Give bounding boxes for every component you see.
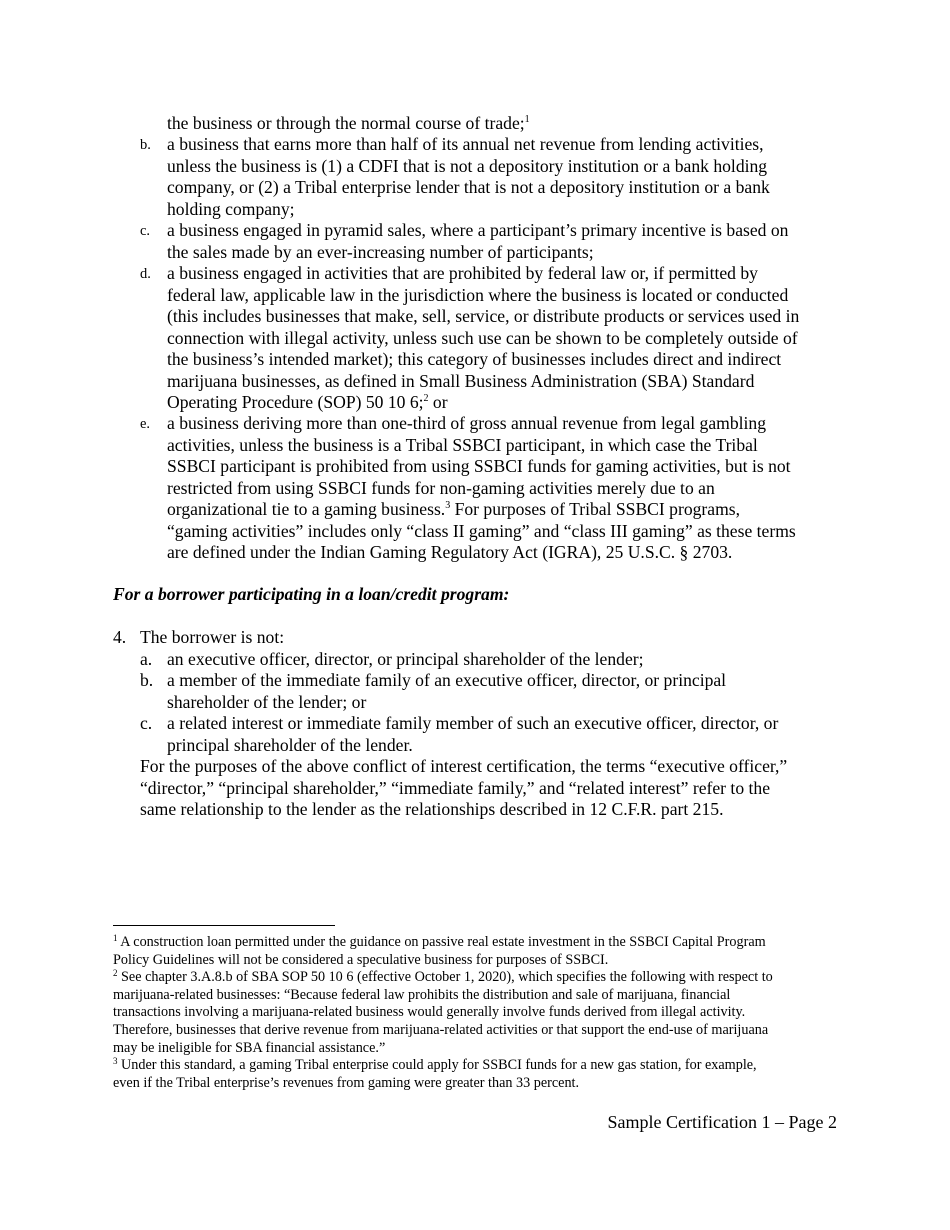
footnote-ref-2[interactable]: 2 <box>423 393 429 404</box>
footnote-ref-3[interactable]: 3 <box>445 500 451 511</box>
item-4c-label: c. <box>140 713 153 733</box>
item-e-text: “gaming activities” includes only “class II gaming” and “class III gaming” as these terms <box>167 520 796 541</box>
item-4-closing: “director,” “principal shareholder,” “immediate family,” and “related interest” refer to the <box>140 777 771 798</box>
item-4b-text: a member of the immediate family of an executive officer, director, or principal <box>167 670 727 690</box>
item-d-label: d. <box>140 266 151 282</box>
item-b-text: holding company; <box>167 198 295 219</box>
footnote-1: $^1$ A construction loan permitted under the guidance on passive real estate investment in the SSBCI Capital Program <box>113 933 766 950</box>
footnote-3-line: even if the Tribal enterprise’s revenues from gaming were greater than 33 percent. <box>113 1074 580 1091</box>
item-d-text: connection with illegal activity, unless such use can be shown to be completely outside of <box>167 327 798 348</box>
footnote-2: $^2$ See chapter 3.A.8.b of SBA SOP 50 10 6 (effective October 1, 2020), which specifies the following with respect to <box>113 968 773 986</box>
item-d-text: marijuana businesses, as defined in Small Business Administration (SBA) Standard <box>167 370 755 391</box>
item-e-text: activities, unless the business is a Tribal SSBCI participant, in which case the Tribal <box>167 434 758 455</box>
item-d-text: Operating Procedure (SOP) 50 10 6;$^2$ or <box>167 392 448 412</box>
footnote-1-line: Policy Guidelines will not be considered a speculative business for purposes of SSBCI. <box>113 951 609 968</box>
item-b-text: company, or (2) a Tribal enterprise lender that is not a depository institution or a bank <box>167 177 770 197</box>
footnote-2-line: marijuana-related businesses: “Because federal law prohibits the distribution and sale of marijuana, financial <box>113 986 731 1003</box>
footnote-2-line: Therefore, businesses that derive revenue from marijuana-related activities or that support the end-use of marijuana <box>113 1022 769 1038</box>
item-d-text: federal law, applicable law in the jurisdiction where the business is located or conducted <box>167 284 789 305</box>
item-e-text: organizational tie to a gaming business.$^3$ For purposes of Tribal SSBCI programs, <box>167 499 741 519</box>
item-e-text: a business deriving more than one-third of gross annual revenue from legal gambling <box>167 413 767 433</box>
page-footer: Sample Certification 1 – Page 2 <box>607 1112 837 1132</box>
footnote-separator <box>113 925 335 926</box>
footnote-2-line: may be ineligible for SBA financial assistance.” <box>113 1039 386 1056</box>
item-e-text: SSBCI participant is prohibited from using SSBCI funds for gaming activities, but is not <box>167 456 791 476</box>
item-b-label: b. <box>140 137 151 153</box>
item-c-text: the sales made by an ever-increasing number of participants; <box>167 241 594 262</box>
footnote-2-line: transactions involving a marijuana-related business would generally involve funds derived from illegal activity. <box>113 1004 746 1021</box>
footnote-ref-1[interactable]: 1 <box>524 114 530 125</box>
footnote-3: $^3$ Under this standard, a gaming Tribal enterprise could apply for SSBCI funds for a new gas station, for example, <box>113 1056 757 1074</box>
item-d-text: (this includes businesses that make, sell, service, or distribute products or services used in <box>167 306 800 326</box>
item-e-text: are defined under the Indian Gaming Regulatory Act (IGRA), 25 U.S.C. § 2703. <box>167 542 733 562</box>
item-a-continuation: the business or through the normal course of trade;$^1$ <box>167 113 530 133</box>
item-c-text: a business engaged in pyramid sales, where a participant’s primary incentive is based on <box>167 220 789 240</box>
item-4b-label: b. <box>140 670 154 690</box>
item-b-text: a business that earns more than half of its annual net revenue from lending activities, <box>167 134 764 154</box>
item-4-closing: same relationship to the lender as the relationships described in 12 C.F.R. part 215. <box>140 799 724 819</box>
item-d-text: the business’s intended market); this category of businesses includes direct and indirect <box>167 349 782 369</box>
item-4a-label: a. <box>140 648 153 669</box>
item-4-number: 4. <box>113 627 127 647</box>
item-4c-text: principal shareholder of the lender. <box>167 734 413 755</box>
item-b-text: unless the business is (1) a CDFI that is not a depository institution or a bank holding <box>167 155 768 176</box>
item-4c-text: a related interest or immediate family member of such an executive officer, director, or <box>167 713 779 733</box>
item-4a-text: an executive officer, director, or principal shareholder of the lender; <box>167 648 644 669</box>
item-e-text: restricted from using SSBCI funds for non-gaming activities merely due to an <box>167 477 715 498</box>
item-4-closing: For the purposes of the above conflict of interest certification, the terms “executive officer,” <box>140 756 788 776</box>
item-4b-text: shareholder of the lender; or <box>167 691 367 712</box>
item-d-text: a business engaged in activities that are prohibited by federal law or, if permitted by <box>167 263 758 283</box>
item-c-label: c. <box>140 223 151 239</box>
section-heading: For a borrower participating in a loan/credit program: <box>113 584 510 604</box>
item-4-intro: The borrower is not: <box>140 627 285 647</box>
item-e-label: e. <box>140 416 151 432</box>
